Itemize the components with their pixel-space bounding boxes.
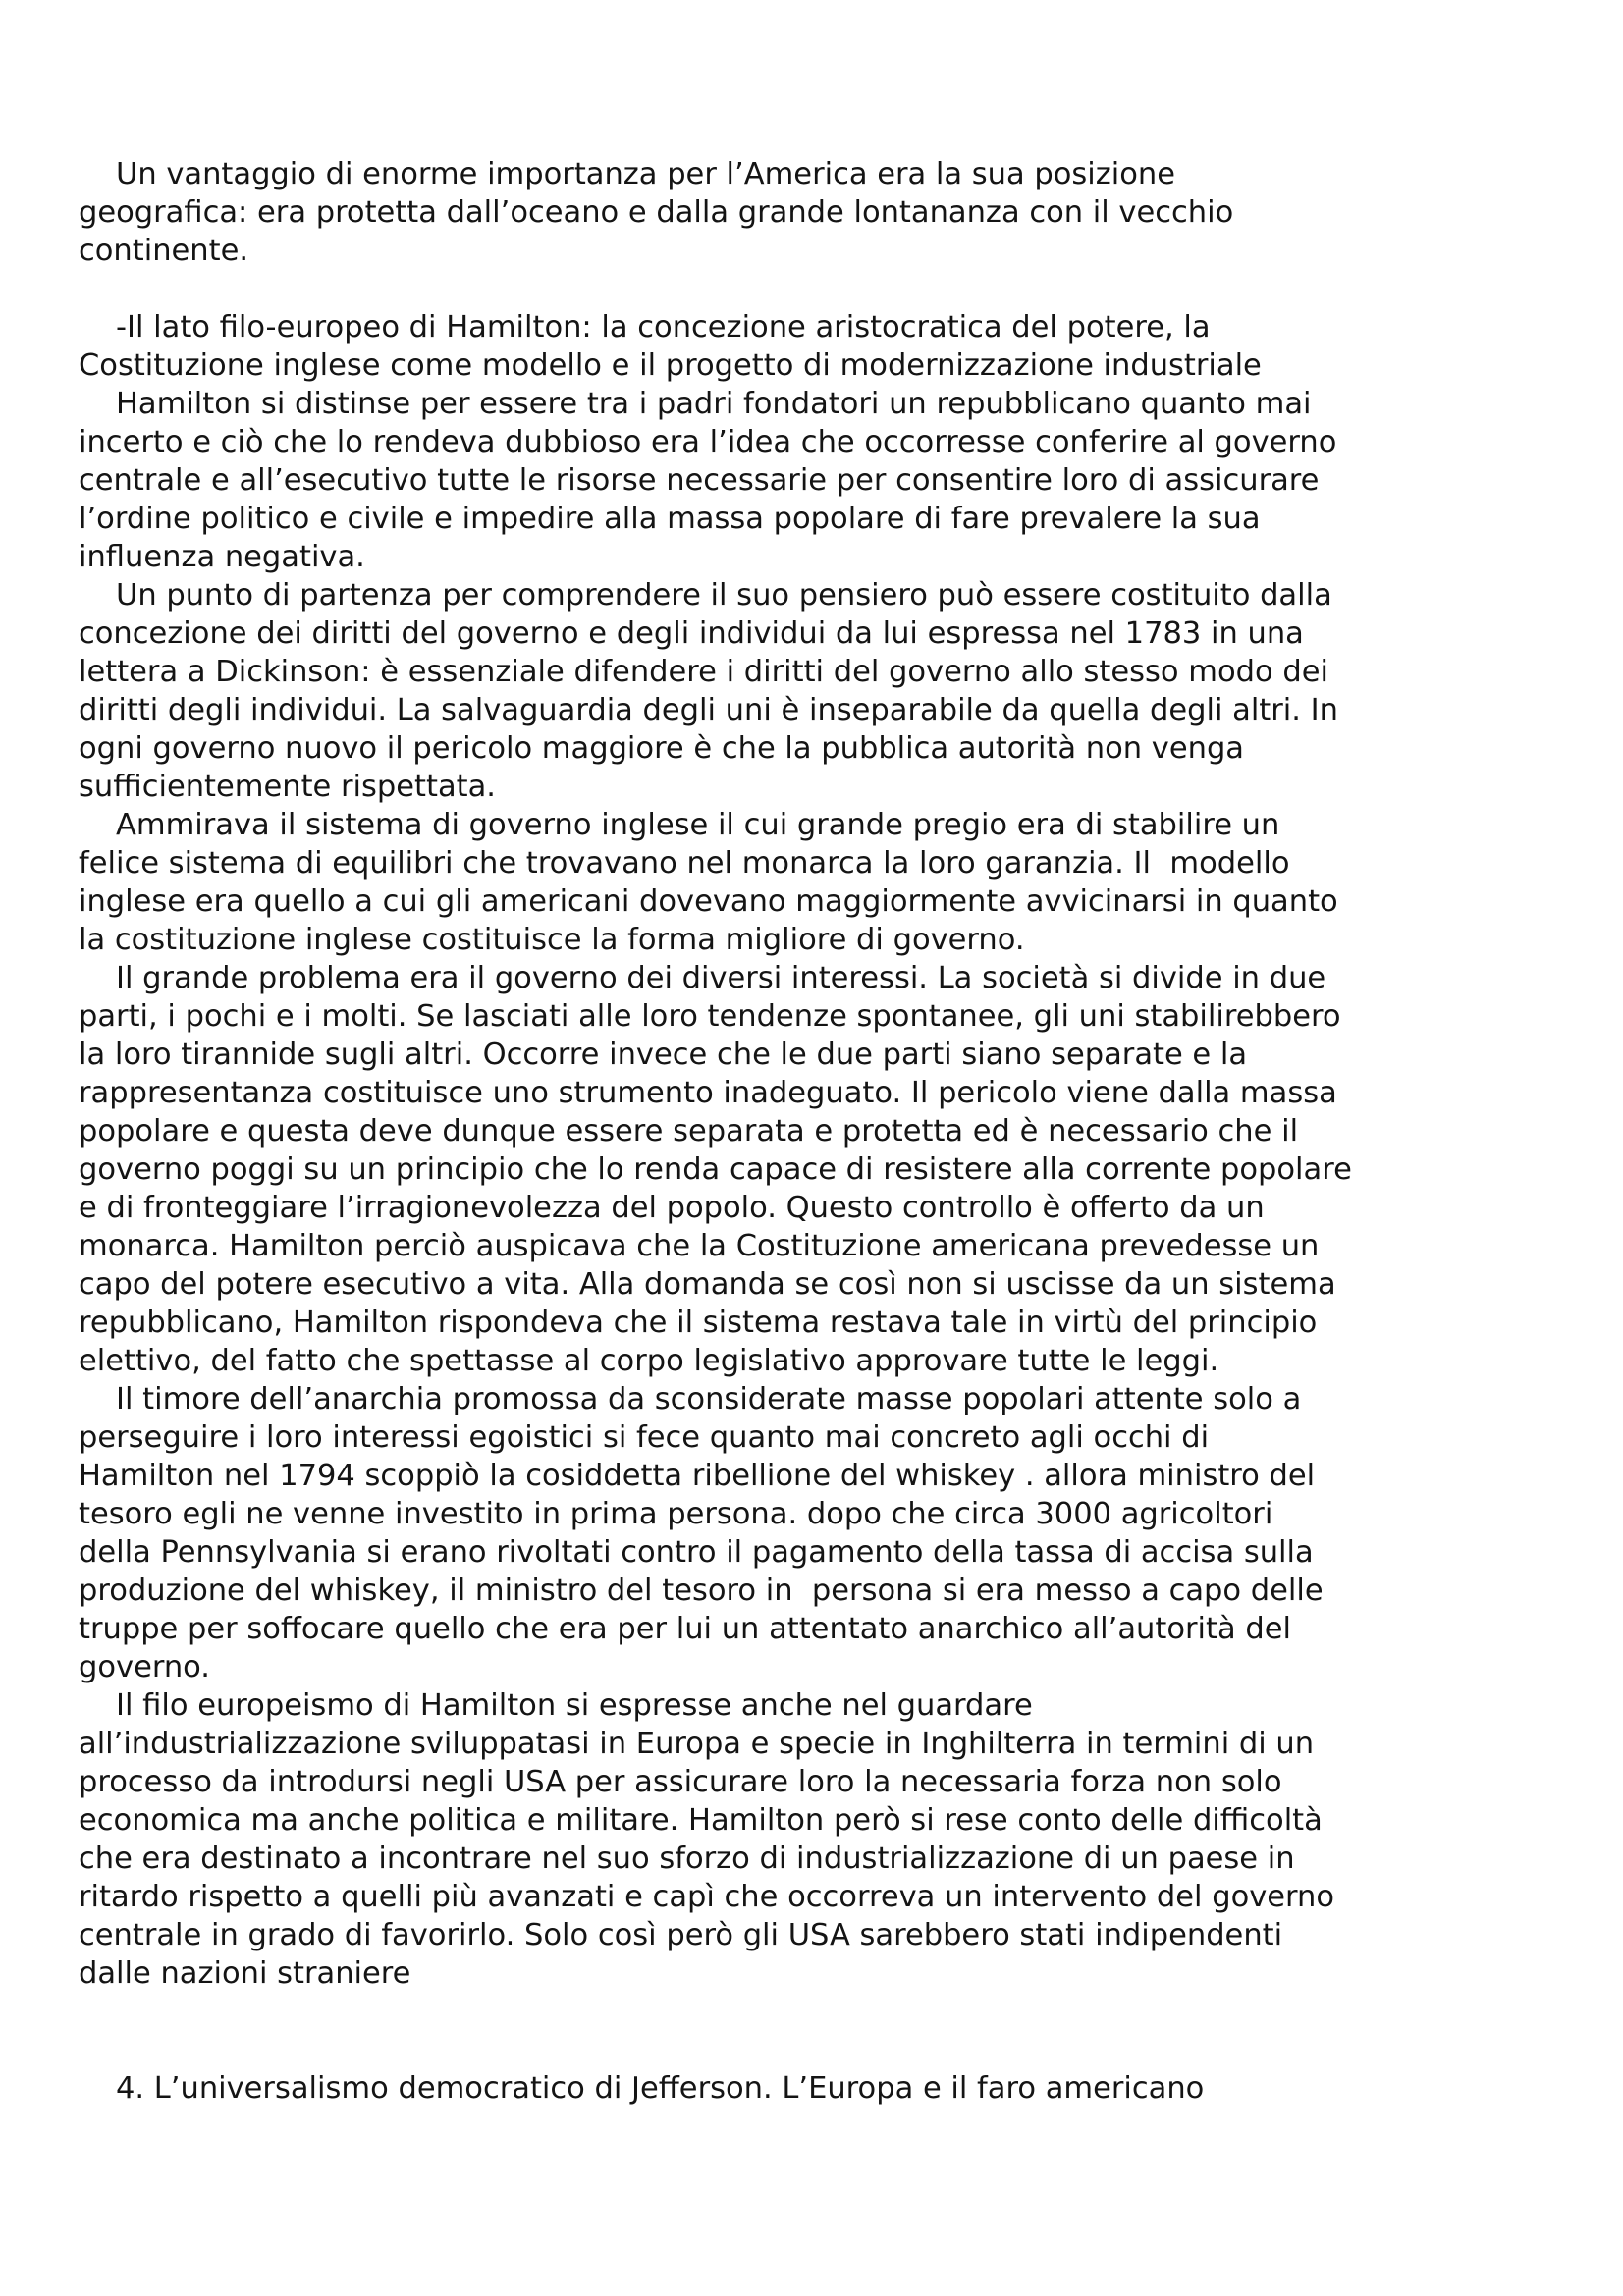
text-line: rappresentanza costituisce uno strumento inadeguato. Il pericolo viene dalla massa: [79, 1076, 1337, 1110]
paragraph-rights-of-government: [79, 576, 1492, 806]
section-heading-text: 4. L’universalismo democratico di Jefferson. L’Europa e il faro americano: [116, 2071, 1205, 2106]
text-line: incerto e ciò che lo rendeva dubbioso era l’idea che occorresse conferire al governo: [79, 425, 1337, 459]
text-line: parti, i pochi e i molti. Se lasciati alle loro tendenze spontanee, gli uni stabilirebbero: [79, 999, 1341, 1034]
text-line: capo del potere esecutivo a vita. Alla domanda se così non si uscisse da un sistema: [79, 1267, 1336, 1302]
text-line: ritardo rispetto a quelli più avanzati e capì che occorreva un intervento del governo: [79, 1880, 1335, 1914]
text-line: popolare e questa deve dunque essere separata e protetta ed è necessario che il: [79, 1114, 1299, 1148]
text-line: economica ma anche politica e militare. Hamilton però si rese conto delle difficoltà: [79, 1803, 1323, 1838]
text-line: influenza negativa.: [79, 540, 365, 574]
text-line: Hamilton nel 1794 scoppiò la cosiddetta ribellione del whiskey . allora ministro del: [79, 1459, 1316, 1493]
text-line: la loro tirannide sugli altri. Occorre invece che le due parti siano separate e la: [79, 1038, 1248, 1072]
text-line: truppe per soffocare quello che era per lui un attentato anarchico all’autorità del: [79, 1612, 1291, 1646]
text-line: diritti degli individui. La salvaguardia degli uni è inseparabile da quella degli altri. In: [79, 693, 1338, 727]
text-line: dalle nazioni straniere: [79, 1956, 411, 1991]
text-line: Un vantaggio di enorme importanza per l’America era la sua posizione: [116, 157, 1176, 191]
paragraph-whiskey-rebellion: [79, 1380, 1492, 1686]
text-line: -Il lato filo-europeo di Hamilton: la concezione aristocratica del potere, la: [116, 310, 1211, 345]
paragraph-hamilton-republican: [79, 385, 1492, 576]
text-line: geografica: era protetta dall’oceano e dalla grande lontananza con il vecchio: [79, 195, 1234, 230]
text-line: perseguire i loro interessi egoistici si fece quanto mai concreto agli occhi di: [79, 1420, 1210, 1455]
text-line: sufficientemente rispettata.: [79, 770, 496, 804]
text-line: Il grande problema era il governo dei diversi interessi. La società si divide in due: [116, 961, 1326, 995]
paragraph-interests: [79, 959, 1492, 1380]
text-line: centrale e all’esecutivo tutte le risorse necessarie per consentire loro di assicurare: [79, 463, 1320, 498]
text-line: monarca. Hamilton perciò auspicava che la Costituzione americana prevedesse un: [79, 1229, 1320, 1263]
text-line: continente.: [79, 234, 249, 268]
text-line: felice sistema di equilibri che trovavano nel monarca la loro garanzia. Il modello: [79, 846, 1290, 881]
paragraph-geographic-advantage: [79, 155, 1492, 270]
subheading-hamilton: [79, 308, 1492, 385]
text-line: governo poggi su un principio che lo renda capace di resistere alla corrente popolare: [79, 1152, 1352, 1187]
section-heading: [79, 2069, 1492, 2108]
text-line: governo.: [79, 1650, 210, 1684]
text-line: la costituzione inglese costituisce la forma migliore di governo.: [79, 923, 1025, 957]
text-line: Il timore dell’anarchia promossa da sconsiderate masse popolari attente solo a: [116, 1382, 1302, 1416]
text-line: tesoro egli ne venne investito in prima persona. dopo che circa 3000 agricoltori: [79, 1497, 1273, 1531]
text-line: lettera a Dickinson: è essenziale difendere i diritti del governo allo stesso modo dei: [79, 655, 1328, 689]
paragraph-english-system: [79, 806, 1492, 959]
text-line: centrale in grado di favorirlo. Solo così però gli USA sarebbero stati indipendenti: [79, 1918, 1283, 1952]
text-line: elettivo, del fatto che spettasse al corpo legislativo approvare tutte le leggi.: [79, 1344, 1219, 1378]
text-line: e di fronteggiare l’irragionevolezza del popolo. Questo controllo è offerto da un: [79, 1191, 1265, 1225]
text-line: che era destinato a incontrare nel suo sforzo di industrializzazione di un paese in: [79, 1842, 1295, 1876]
text-line: concezione dei diritti del governo e degli individui da lui espressa nel 1783 in una: [79, 616, 1304, 651]
text-line: repubblicano, Hamilton rispondeva che il sistema restava tale in virtù del principio: [79, 1306, 1318, 1340]
text-line: inglese era quello a cui gli americani dovevano maggiormente avvicinarsi in quanto: [79, 884, 1338, 919]
paragraph-industrialization: [79, 1686, 1492, 1993]
text-line: Ammirava il sistema di governo inglese il cui grande pregio era di stabilire un: [116, 808, 1280, 842]
text-line: Un punto di partenza per comprendere il suo pensiero può essere costituito dalla: [116, 578, 1332, 613]
text-line: all’industrializzazione sviluppatasi in Europa e specie in Inghilterra in termini di un: [79, 1727, 1315, 1761]
text-line: l’ordine politico e civile e impedire alla massa popolare di fare prevalere la sua: [79, 502, 1261, 536]
text-line: ogni governo nuovo il pericolo maggiore è che la pubblica autorità non venga: [79, 731, 1244, 766]
text-line: Il filo europeismo di Hamilton si espresse anche nel guardare: [116, 1688, 1033, 1723]
text-line: della Pennsylvania si erano rivoltati contro il pagamento della tassa di accisa sulla: [79, 1535, 1314, 1570]
text-line: produzione del whiskey, il ministro del tesoro in persona si era messo a capo delle: [79, 1574, 1324, 1608]
text-line: Hamilton si distinse per essere tra i padri fondatori un repubblicano quanto mai: [116, 387, 1312, 421]
text-line: processo da introdursi negli USA per assicurare loro la necessaria forza non solo: [79, 1765, 1282, 1799]
text-line: Costituzione inglese come modello e il progetto di modernizzazione industriale: [79, 348, 1262, 383]
